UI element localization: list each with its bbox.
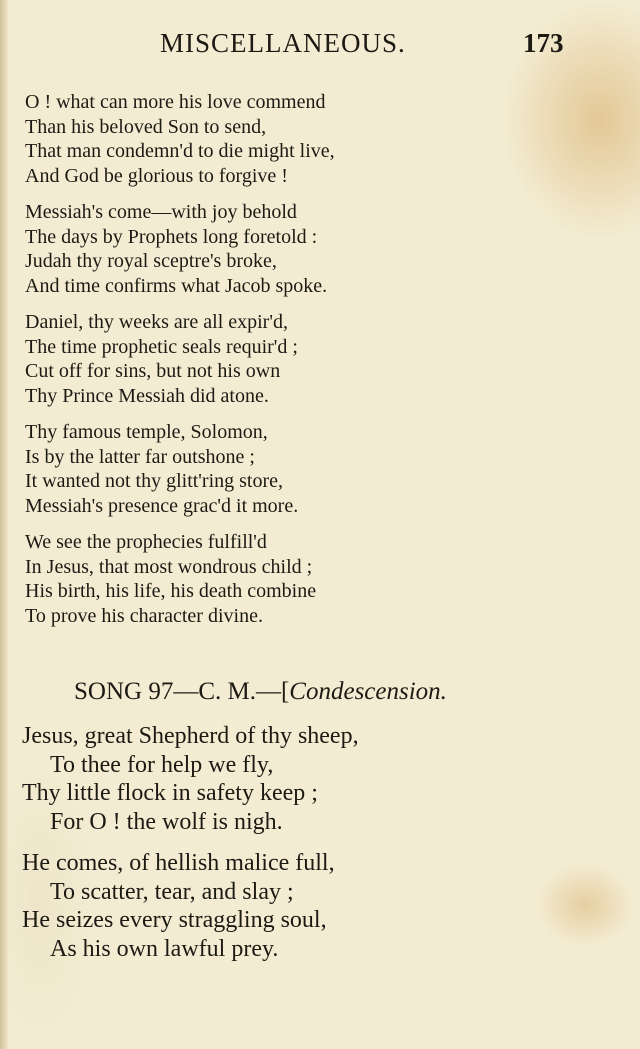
song-number: SONG 97—C. M.—[ bbox=[74, 678, 290, 705]
verse-line: Daniel, thy weeks are all expir'd, bbox=[25, 311, 288, 333]
verse-line: Thy famous temple, Solomon, bbox=[25, 421, 268, 443]
hymn-stanza bbox=[22, 722, 622, 836]
page-number: 173 bbox=[523, 28, 564, 58]
hymn-line: To thee for help we fly, bbox=[50, 751, 274, 778]
verse-line: That man condemn'd to die might live, bbox=[25, 140, 335, 162]
stanza bbox=[25, 420, 625, 518]
verse-line: Cut off for sins, but not his own bbox=[25, 360, 281, 382]
verse-line: Messiah's come—with joy behold bbox=[25, 201, 297, 223]
song-subject: Condescension. bbox=[289, 678, 447, 705]
hymn-line: He seizes every straggling soul, bbox=[22, 907, 327, 933]
verse-line: And time confirms what Jacob spoke. bbox=[25, 274, 328, 297]
verse-line: Than his beloved Son to send, bbox=[25, 115, 267, 138]
verse-line: Thy Prince Messiah did atone. bbox=[25, 384, 269, 407]
verse-line: His birth, his life, his death combine bbox=[25, 580, 317, 602]
stanza bbox=[25, 310, 625, 408]
stanza bbox=[25, 530, 625, 628]
verse-line: The time prophetic seals requir'd ; bbox=[25, 335, 298, 358]
hymn-line: He comes, of hellish malice full, bbox=[22, 850, 335, 876]
song-heading bbox=[74, 678, 447, 706]
verse-line: Messiah's presence grac'd it more. bbox=[25, 494, 299, 517]
stanza bbox=[25, 200, 625, 298]
verse-line: Judah thy royal sceptre's broke, bbox=[25, 250, 277, 272]
page-header bbox=[0, 28, 640, 68]
page-gutter bbox=[0, 0, 8, 1049]
verse-line: And God be glorious to forgive ! bbox=[25, 164, 288, 187]
hymn-line: Thy little flock in safety keep ; bbox=[22, 780, 318, 806]
hymn-line: Jesus, great Shepherd of thy sheep, bbox=[22, 723, 359, 749]
hymn-line: As his own lawful prey. bbox=[50, 935, 279, 962]
hymn-line: For O ! the wolf is nigh. bbox=[50, 808, 283, 835]
hymn-line: To scatter, tear, and slay ; bbox=[50, 878, 294, 905]
running-head: MISCELLANEOUS. bbox=[160, 28, 406, 58]
verse-line: It wanted not thy glitt'ring store, bbox=[25, 470, 284, 492]
hymn bbox=[22, 722, 622, 976]
verse-line: In Jesus, that most wondrous child ; bbox=[25, 555, 313, 578]
verse-line: We see the prophecies fulfill'd bbox=[25, 531, 267, 553]
verse-line: The days by Prophets long foretold : bbox=[25, 225, 318, 248]
verse-line: Is by the latter far outshone ; bbox=[25, 445, 255, 468]
stanza bbox=[25, 90, 625, 188]
poem bbox=[25, 90, 625, 640]
verse-line: To prove his character divine. bbox=[25, 604, 263, 627]
verse-line: O ! what can more his love commend bbox=[25, 91, 326, 113]
hymn-stanza bbox=[22, 849, 622, 963]
